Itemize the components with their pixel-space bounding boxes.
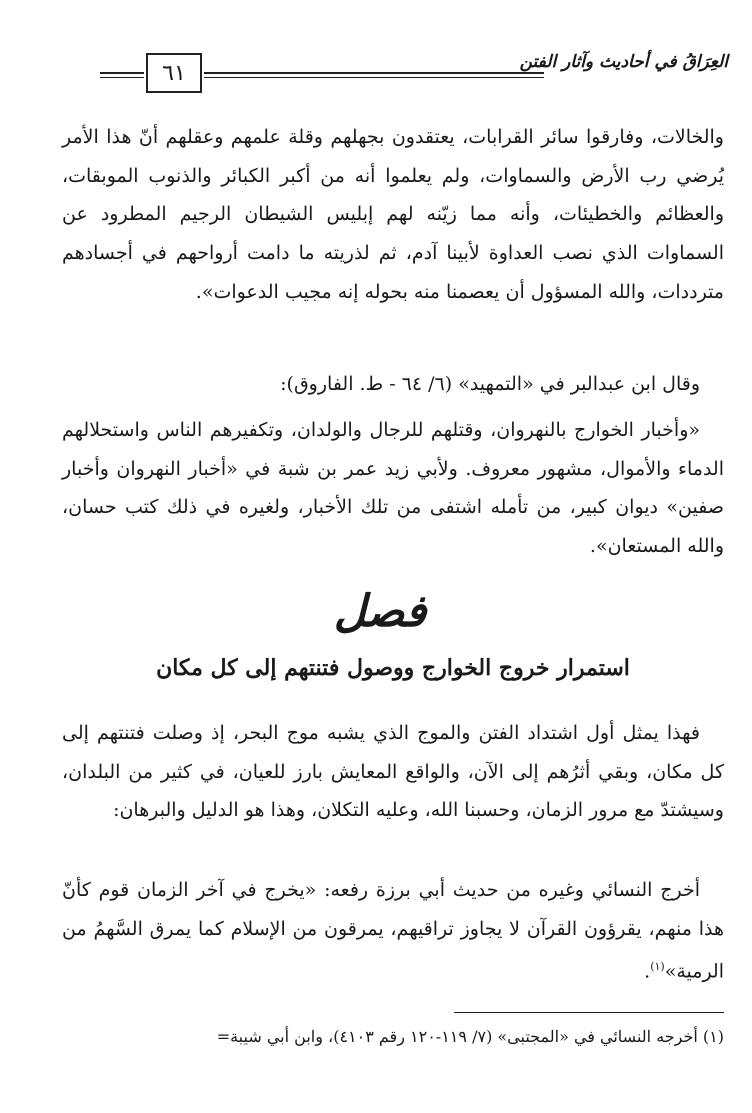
- paragraph: والخالات، وفارقوا سائر القرابات، يعتقدون بجهلهم وقلة علمهم وعقلهم أنّ هذا الأمر يُرضي رب الأرض والسماوات، ولم يعلموا أنه من أكبر الكبائر والذنوب الموبقات، والعظائم والخطيئات، وأنه مما زيّنه لهم إبليس الشيطان الرجيم المطرود عن السماوات الذي نصب العداوة لأبينا آدم، ثم لذريته ما دامت أرواحهم في أجسادهم مترددات، والله المسؤول أن يعصمنا منه بحوله إنه مجيب الدعوات».: [62, 126, 724, 303]
- paragraph-end: .: [644, 960, 651, 983]
- running-title: العِرَاقُ في أحاديث وآثار الفتن: [519, 52, 728, 72]
- footnote-separator: [454, 1012, 724, 1013]
- page-number: ٦١: [146, 53, 202, 93]
- paragraph-text: أخرج النسائي وغيره من حديث أبي برزة رفعه: «يخرج في آخر الزمان قوم كأنّ هذا منهم، يقرؤون القرآن لا يجاوز تراقيهم، يمرقون من الإسلام كما يمرق السَّهمُ من الرمية»: [62, 879, 724, 983]
- header-rule: [204, 77, 544, 78]
- header-rule: [100, 72, 144, 74]
- section-heading: استمرار خروج الخوارج ووصول فتنتهم إلى كل مكان: [156, 655, 630, 681]
- footnote: (١) أخرجه النسائي في «المجتبى» (٧/ ١١٩-١٢٠ رقم ٤١٠٣)، وابن أبي شيبة=: [216, 1027, 724, 1046]
- paragraph: فهذا يمثل أول اشتداد الفتن والموج الذي يشبه موج البحر، إذ وصلت فتنتهم إلى كل مكان، وبقي أثرُهم إلى الآن، والواقع المعايش بارز للعيان، في كثير من البلدان، وسيشتدّ مع مرور الزمان، وحسبنا الله، وعليه التكلان، وهذا هو الدليل والبرهان:: [62, 722, 724, 822]
- paragraph: وقال ابن عبدالبر في «التمهيد» (٦/ ٦٤ - ط. الفاروق):: [280, 373, 700, 395]
- section-ornament: فصل: [333, 586, 427, 637]
- header-rule: [204, 72, 544, 74]
- header-rule: [100, 77, 144, 78]
- paragraph: [62, 871, 724, 991]
- quote-paragraph: «وأخبار الخوارج بالنهروان، وقتلهم للرجال والولدان، وتكفيرهم الناس واستحلالهم الدماء والأموال، مشهور معروف. ولأبي زيد عمر بن شبة في «أخبار النهروان وأخبار صفين» ديوان كبير، من تأمله اشتفى من تلك الأخبار، ولغيره في ذلك كتب حسان، والله المستعان».: [62, 419, 724, 558]
- footnote-ref[interactable]: (١): [650, 960, 665, 974]
